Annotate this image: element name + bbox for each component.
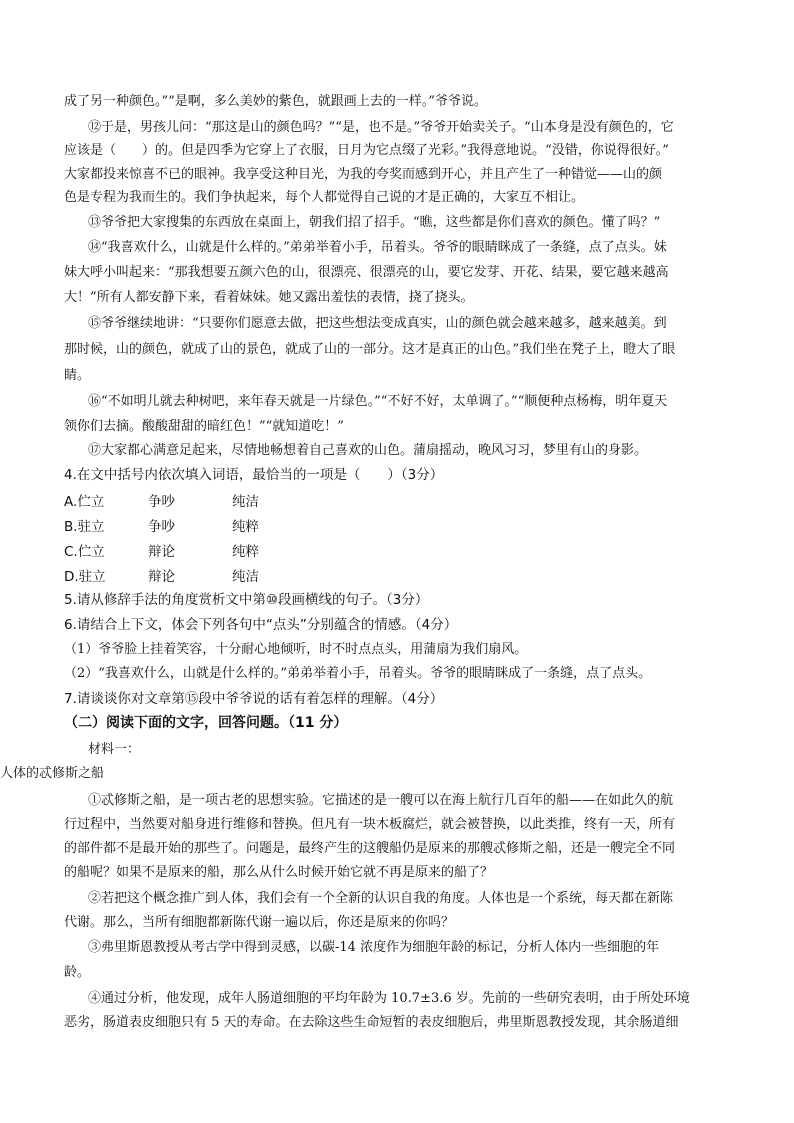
- passage-line: 领你们去摘。酸酸甜甜的暗红色！”“就知道吃！”: [64, 419, 344, 434]
- option-b-word2: 争吵: [148, 519, 175, 535]
- option-a-word3: 纯洁: [232, 494, 259, 510]
- question-6-item-2: （2）“我喜欢什么，山就是什么样的。”弟弟举着小手，吊着头。爷爷的眼睛眯成了一条缝，点了点头。: [64, 666, 652, 681]
- question-7: 7.请谈谈你对文章第⑮段中爷爷说的话有着怎样的理解。（4分）: [64, 691, 444, 707]
- article-line: ③弗里斯恩教授从考古学中得到灵感，以碳-14 浓度作为细胞年龄的标记，分析人体内一些细胞的年: [88, 940, 660, 955]
- passage-line: 大家都投来惊喜不已的眼神。我享受这种目光，为我的夸奖而感到开心，并且产生了一种错觉——山的颜: [64, 167, 663, 182]
- option-b-word3: 纯粹: [232, 519, 259, 535]
- option-c-word1: C.伫立: [64, 544, 105, 560]
- passage-line: ⑮爷爷继续地讲：“只要你们愿意去做，把这些想法变成真实，山的颜色就会越来越多，越来越美。到: [88, 316, 667, 331]
- option-a-word2: 争吵: [148, 494, 175, 510]
- question-5: 5.请从修辞手法的角度赏析文中第⑩段画横线的句子。（3分）: [64, 592, 429, 608]
- option-d-word3: 纯洁: [232, 569, 259, 585]
- passage-line: 妹大呼小叫起来：“那我想要五颜六色的山，很漂亮、很漂亮的山，要它发芽、开花、结果，要它越来越高: [64, 265, 669, 280]
- passage-line: ⑰大家都心满意足起来，尽情地畅想着自己喜欢的山色。蒲扇摇动，晚风习习，梦里有山的身影。: [88, 443, 648, 458]
- option-d-word1: D.驻立: [64, 569, 106, 585]
- passage-line: ⑯“不如明儿就去种树吧，来年春天就是一片绿色。”“不好不好，太单调了。”“顺便种点杨梅，明年夏天: [88, 394, 668, 409]
- question-4: 4.在文中括号内依次填入词语，最恰当的一项是（ ）（3分）: [64, 467, 444, 483]
- article-line: 代谢。那么，当所有细胞都新陈代谢一遍以后，你还是原来的你吗？: [64, 915, 455, 930]
- article-line: 行过程中，当然要对船身进行维修和替换。但凡有一块木板腐烂，就会被替换，以此类推，终有一天，所有: [64, 817, 676, 832]
- passage-line: 大！”所有人都安静下来，看着妹妹。她又露出羞怯的表情，挠了挠头。: [64, 290, 474, 305]
- passage-line: ⑫于是，男孩儿问：“那这是山的颜色吗？”“是，也不是。”爷爷开始卖关子。“山本身是没有颜色的，它: [88, 120, 674, 135]
- material-label: 材料一：: [88, 742, 141, 757]
- passage-line: ⑭“我喜欢什么，山就是什么样的。”弟弟举着小手，吊着头。爷爷的眼睛眯成了一条缝，点了点头。妹: [88, 240, 667, 255]
- article-line: ②若把这个概念推广到人体，我们会有一个全新的认识自我的角度。人体也是一个系统，每天都在新陈: [88, 891, 674, 906]
- article-title: 人体的忒修斯之船: [0, 766, 105, 781]
- option-c-word3: 纯粹: [232, 544, 259, 560]
- article-line: 的船呢？如果不是原来的船，那么从什么时候开始它就不再是原来的船了？: [64, 865, 494, 880]
- article-line: ④通过分析，他发现，成年人肠道细胞的平均年龄为 10.7±3.6 岁。先前的一些研究表明，由于所处环境: [88, 991, 690, 1006]
- article-line: 的部件都不是最开始的那些了。问题是，最终产生的这艘船仍是原来的那艘忒修斯之船，还是一艘完全不同: [64, 841, 676, 856]
- question-6-item-1: （1）爷爷脸上挂着笑容，十分耐心地倾听，时不时点点头，用蒲扇为我们扇风。: [64, 642, 528, 657]
- section-2-heading: （二）阅读下面的文字，回答问题。（11 分）: [64, 715, 348, 731]
- passage-line: 应该是（ ）的。但是四季为它穿上了衣服，日月为它点缀了光彩。”我得意地说。“没错，你说得很好。”: [64, 143, 669, 158]
- option-b-word1: B.驻立: [64, 519, 105, 535]
- passage-line: 那时候，山的颜色，就成了山的景色，就成了山的一部分。这才是真正的山色。”我们坐在凳子上，瞪大了眼: [64, 342, 676, 357]
- passage-line: ⑬爷爷把大家搜集的东西放在桌面上，朝我们招了招手。“瞧，这些都是你们喜欢的颜色。懂了吗？”: [88, 215, 661, 230]
- article-line: 恶劣，肠道表皮细胞只有 5 天的寿命。在去除这些生命短暂的表皮细胞后，弗里斯恩教授发现，其余肠道细: [64, 1015, 679, 1030]
- passage-line: 睛。: [64, 368, 91, 383]
- passage-line: 成了另一种颜色。”“是啊，多么美妙的紫色，就跟画上去的一样。”爷爷说。: [64, 94, 487, 109]
- article-line: 龄。: [64, 965, 91, 980]
- passage-line: 色是专程为我而生的。我们争执起来，每个人都觉得自己说的才是正确的，大家互不相让。: [64, 190, 585, 205]
- option-c-word2: 辩论: [148, 544, 175, 560]
- article-line: ①忒修斯之船，是一项古老的思想实验。它描述的是一艘可以在海上航行几百年的船——在如此久的航: [88, 793, 674, 808]
- option-a-word1: A.伫立: [64, 494, 105, 510]
- question-6: 6.请结合上下文，体会下列各句中“点头”分别蕴含的情感。（4分）: [64, 617, 458, 633]
- option-d-word2: 辩论: [148, 569, 175, 585]
